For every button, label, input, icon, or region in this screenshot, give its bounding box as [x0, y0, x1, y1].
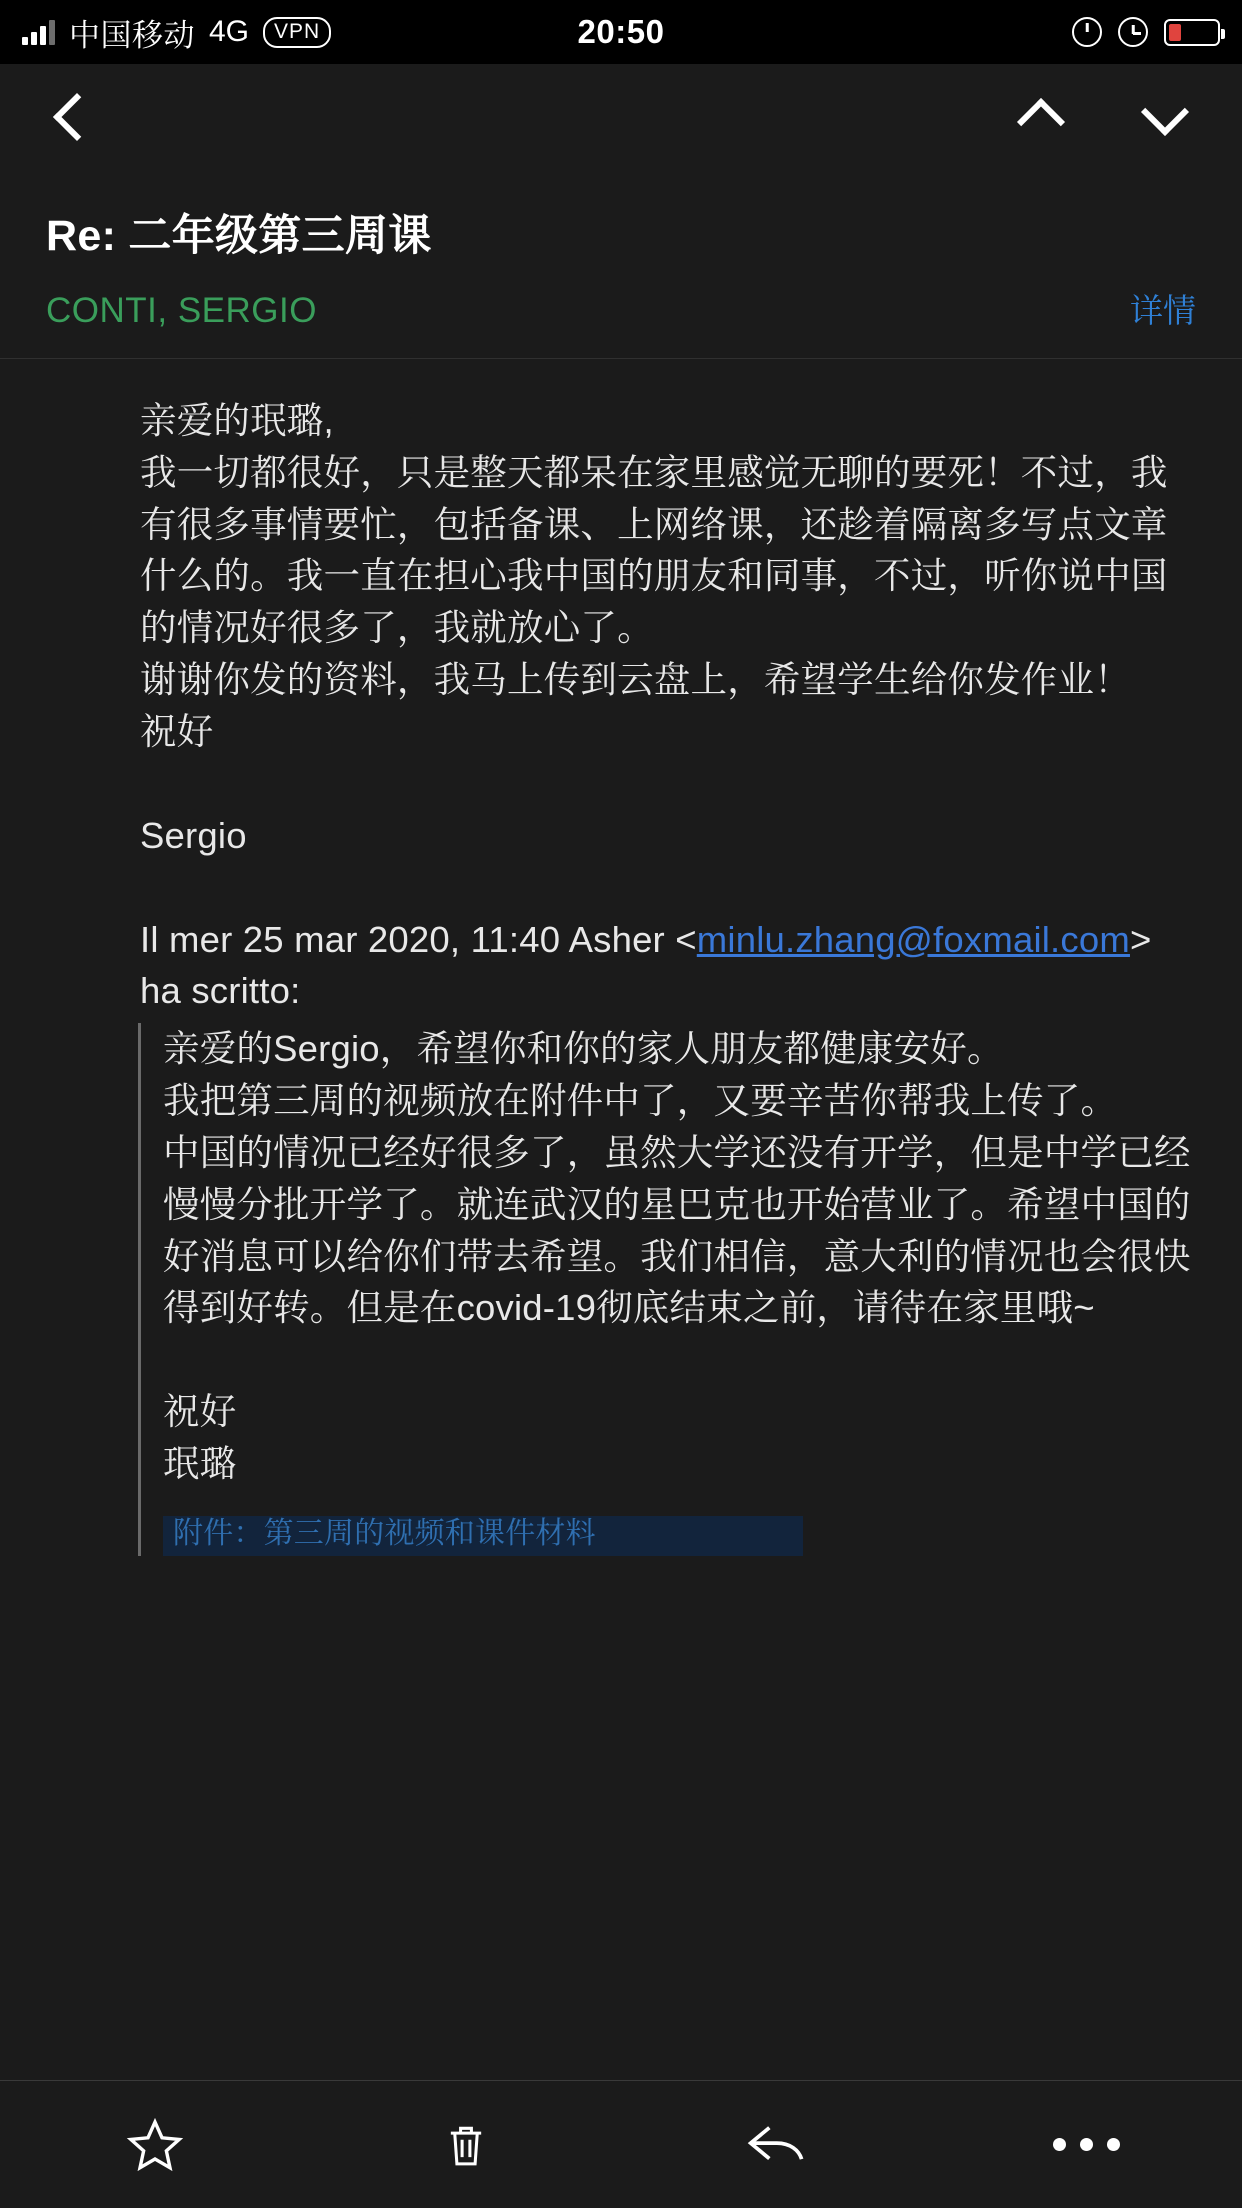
page-title: Re: 二年级第三周课	[46, 212, 432, 260]
navigation-bar	[0, 64, 1242, 174]
sender-row	[46, 285, 1196, 332]
signature: Sergio	[140, 814, 247, 856]
star-icon	[125, 2116, 185, 2174]
reply-button[interactable]	[701, 2095, 851, 2195]
ellipsis-icon	[1053, 2138, 1120, 2151]
quoted-spacer	[163, 1334, 1202, 1386]
body-line: 我一切都很好，只是整天都呆在家里感觉无聊的要死！不过，我有很多事情要忙，包括备课、上网络课，还趁着隔离多写点文章什么的。我一直在担心我中国的朋友和同事，不过，听你说中国的情况好很多了，我就放心了。	[140, 451, 1168, 649]
body-line: 亲爱的珉璐,	[140, 400, 334, 441]
alarm-icon	[1118, 17, 1148, 47]
spacer	[140, 862, 1202, 914]
quoted-line: 中国的情况已经好很多了，虽然大学还没有开学，但是中学已经慢慢分批开学了。就连武汉的星巴克也开始营业了。希望中国的好消息可以给你们带去希望。我们相信，意大利的情况也会很快得到好转。但是在covid-19彻底结束之前，请待在家里哦~	[163, 1131, 1191, 1329]
status-right	[1072, 17, 1220, 47]
spacer	[140, 758, 1202, 810]
email-link[interactable]: minlu.zhang@foxmail.com	[696, 918, 1130, 960]
battery-icon	[1164, 19, 1220, 46]
signal-icon	[22, 19, 55, 45]
back-chevron-icon	[53, 92, 101, 140]
quote-intro-suffix: > ha scritto:	[140, 918, 1152, 1012]
flag-button[interactable]	[80, 2095, 230, 2195]
more-button[interactable]	[1012, 2095, 1162, 2195]
reply-arrow-icon	[744, 2117, 808, 2173]
body-line: 谢谢你发的资料，我马上传到云盘上，希望学生给你发作业！	[140, 659, 1131, 701]
lock-icon	[1072, 17, 1102, 47]
message-header	[0, 174, 1242, 359]
quoted-line: 珉璐	[163, 1443, 237, 1485]
quoted-message	[138, 1023, 1202, 1556]
carrier-label: 中国移动	[69, 17, 195, 53]
network-label: 4G	[209, 15, 250, 48]
next-message-button[interactable]	[1134, 85, 1196, 154]
body-line: 祝好	[140, 710, 214, 752]
message-body-scroll[interactable]	[0, 359, 1242, 2080]
chevron-up-icon	[1017, 97, 1065, 145]
chevron-down-icon	[1141, 87, 1189, 135]
message-body	[40, 395, 1202, 1556]
attachment-preview[interactable]: 附件：第三周的视频和课件材料	[163, 1516, 803, 1556]
quoted-line: 祝好	[163, 1391, 237, 1433]
vpn-badge: VPN	[263, 17, 331, 48]
back-button[interactable]	[46, 90, 108, 149]
sender-name: CONTI, SERGIO	[46, 291, 317, 330]
quoted-line: 我把第三周的视频放在附件中了，又要辛苦你帮我上传了。	[163, 1080, 1118, 1122]
quoted-line: 亲爱的Sergio，希望你和你的家人朋友都健康安好。	[163, 1028, 1004, 1070]
details-link[interactable]: 详情	[1130, 292, 1196, 329]
quote-intro-prefix: Il mer 25 mar 2020, 11:40 Asher <	[140, 918, 697, 960]
nav-right-group	[1010, 85, 1196, 154]
status-left	[22, 10, 331, 55]
delete-button[interactable]	[391, 2095, 541, 2195]
trash-icon	[440, 2116, 492, 2174]
quote-attribution	[140, 914, 1202, 1018]
status-bar	[0, 0, 1242, 64]
action-toolbar	[0, 2080, 1242, 2208]
previous-message-button[interactable]	[1010, 85, 1072, 154]
clock-label: 20:50	[577, 13, 665, 50]
